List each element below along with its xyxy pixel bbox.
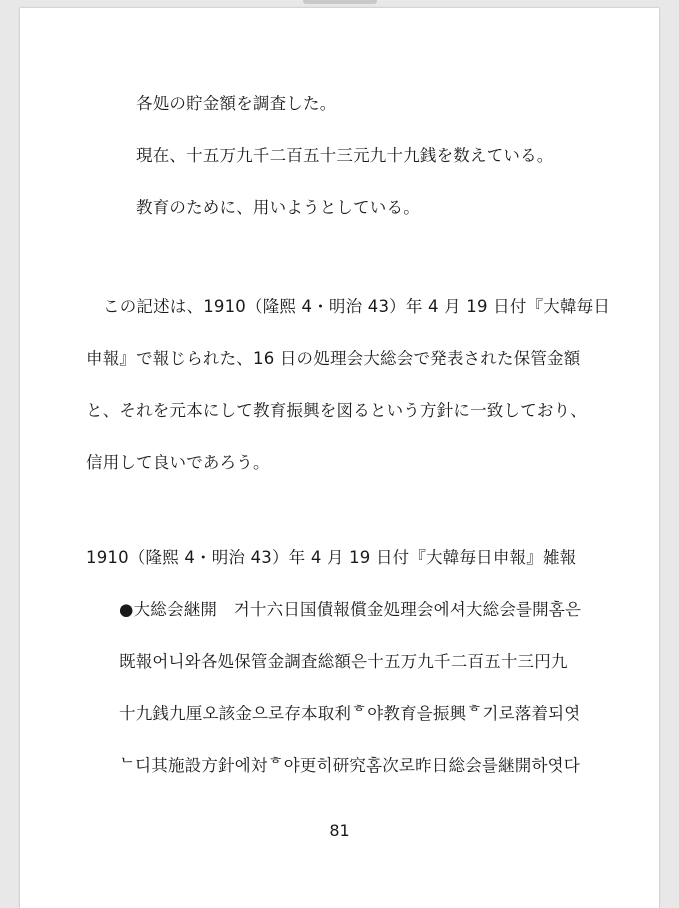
- source-heading: 1910（隆熙 4・明治 43）年 4 月 19 日付『大韓毎日申報』雑報: [86, 548, 577, 567]
- body-line-4: 信用して良いであろう。: [86, 453, 270, 472]
- article-line-4: ᄂ디其施設方針에対ᄒ야更히研究홈次로昨日総会를継開하엿다: [119, 756, 580, 775]
- body-line-3: と、それを元本にして教育振興を図るという方針に一致しており、: [86, 401, 587, 420]
- article-line-3: 十九銭九厘오該金으로存本取利ᄒ야教育을振興ᄒ기로落着되엿: [119, 704, 581, 723]
- quote-line-1: 各処の貯金額を調査した。: [136, 94, 337, 113]
- page-number: 81: [329, 821, 350, 840]
- quote-line-2: 現在、十五万九千二百五十三元九十九銭を数えている。: [136, 146, 554, 165]
- document-page: [20, 8, 659, 908]
- article-line-1: ●大総会継開 거十六日国債報償金処理会에셔大総会를開홈은: [119, 600, 582, 619]
- body-line-2: 申報』で報じられた、16 日の処理会大総会で発表された保管金額: [86, 349, 581, 368]
- viewer-top-tab: [303, 0, 377, 4]
- quote-line-3: 教育のために、用いようとしている。: [136, 198, 420, 217]
- article-line-2: 既報어니와各処保管金調査総額은十五万九千二百五十三円九: [119, 652, 568, 671]
- body-line-1: この記述は、1910（隆熙 4・明治 43）年 4 月 19 日付『大韓毎日: [103, 297, 611, 316]
